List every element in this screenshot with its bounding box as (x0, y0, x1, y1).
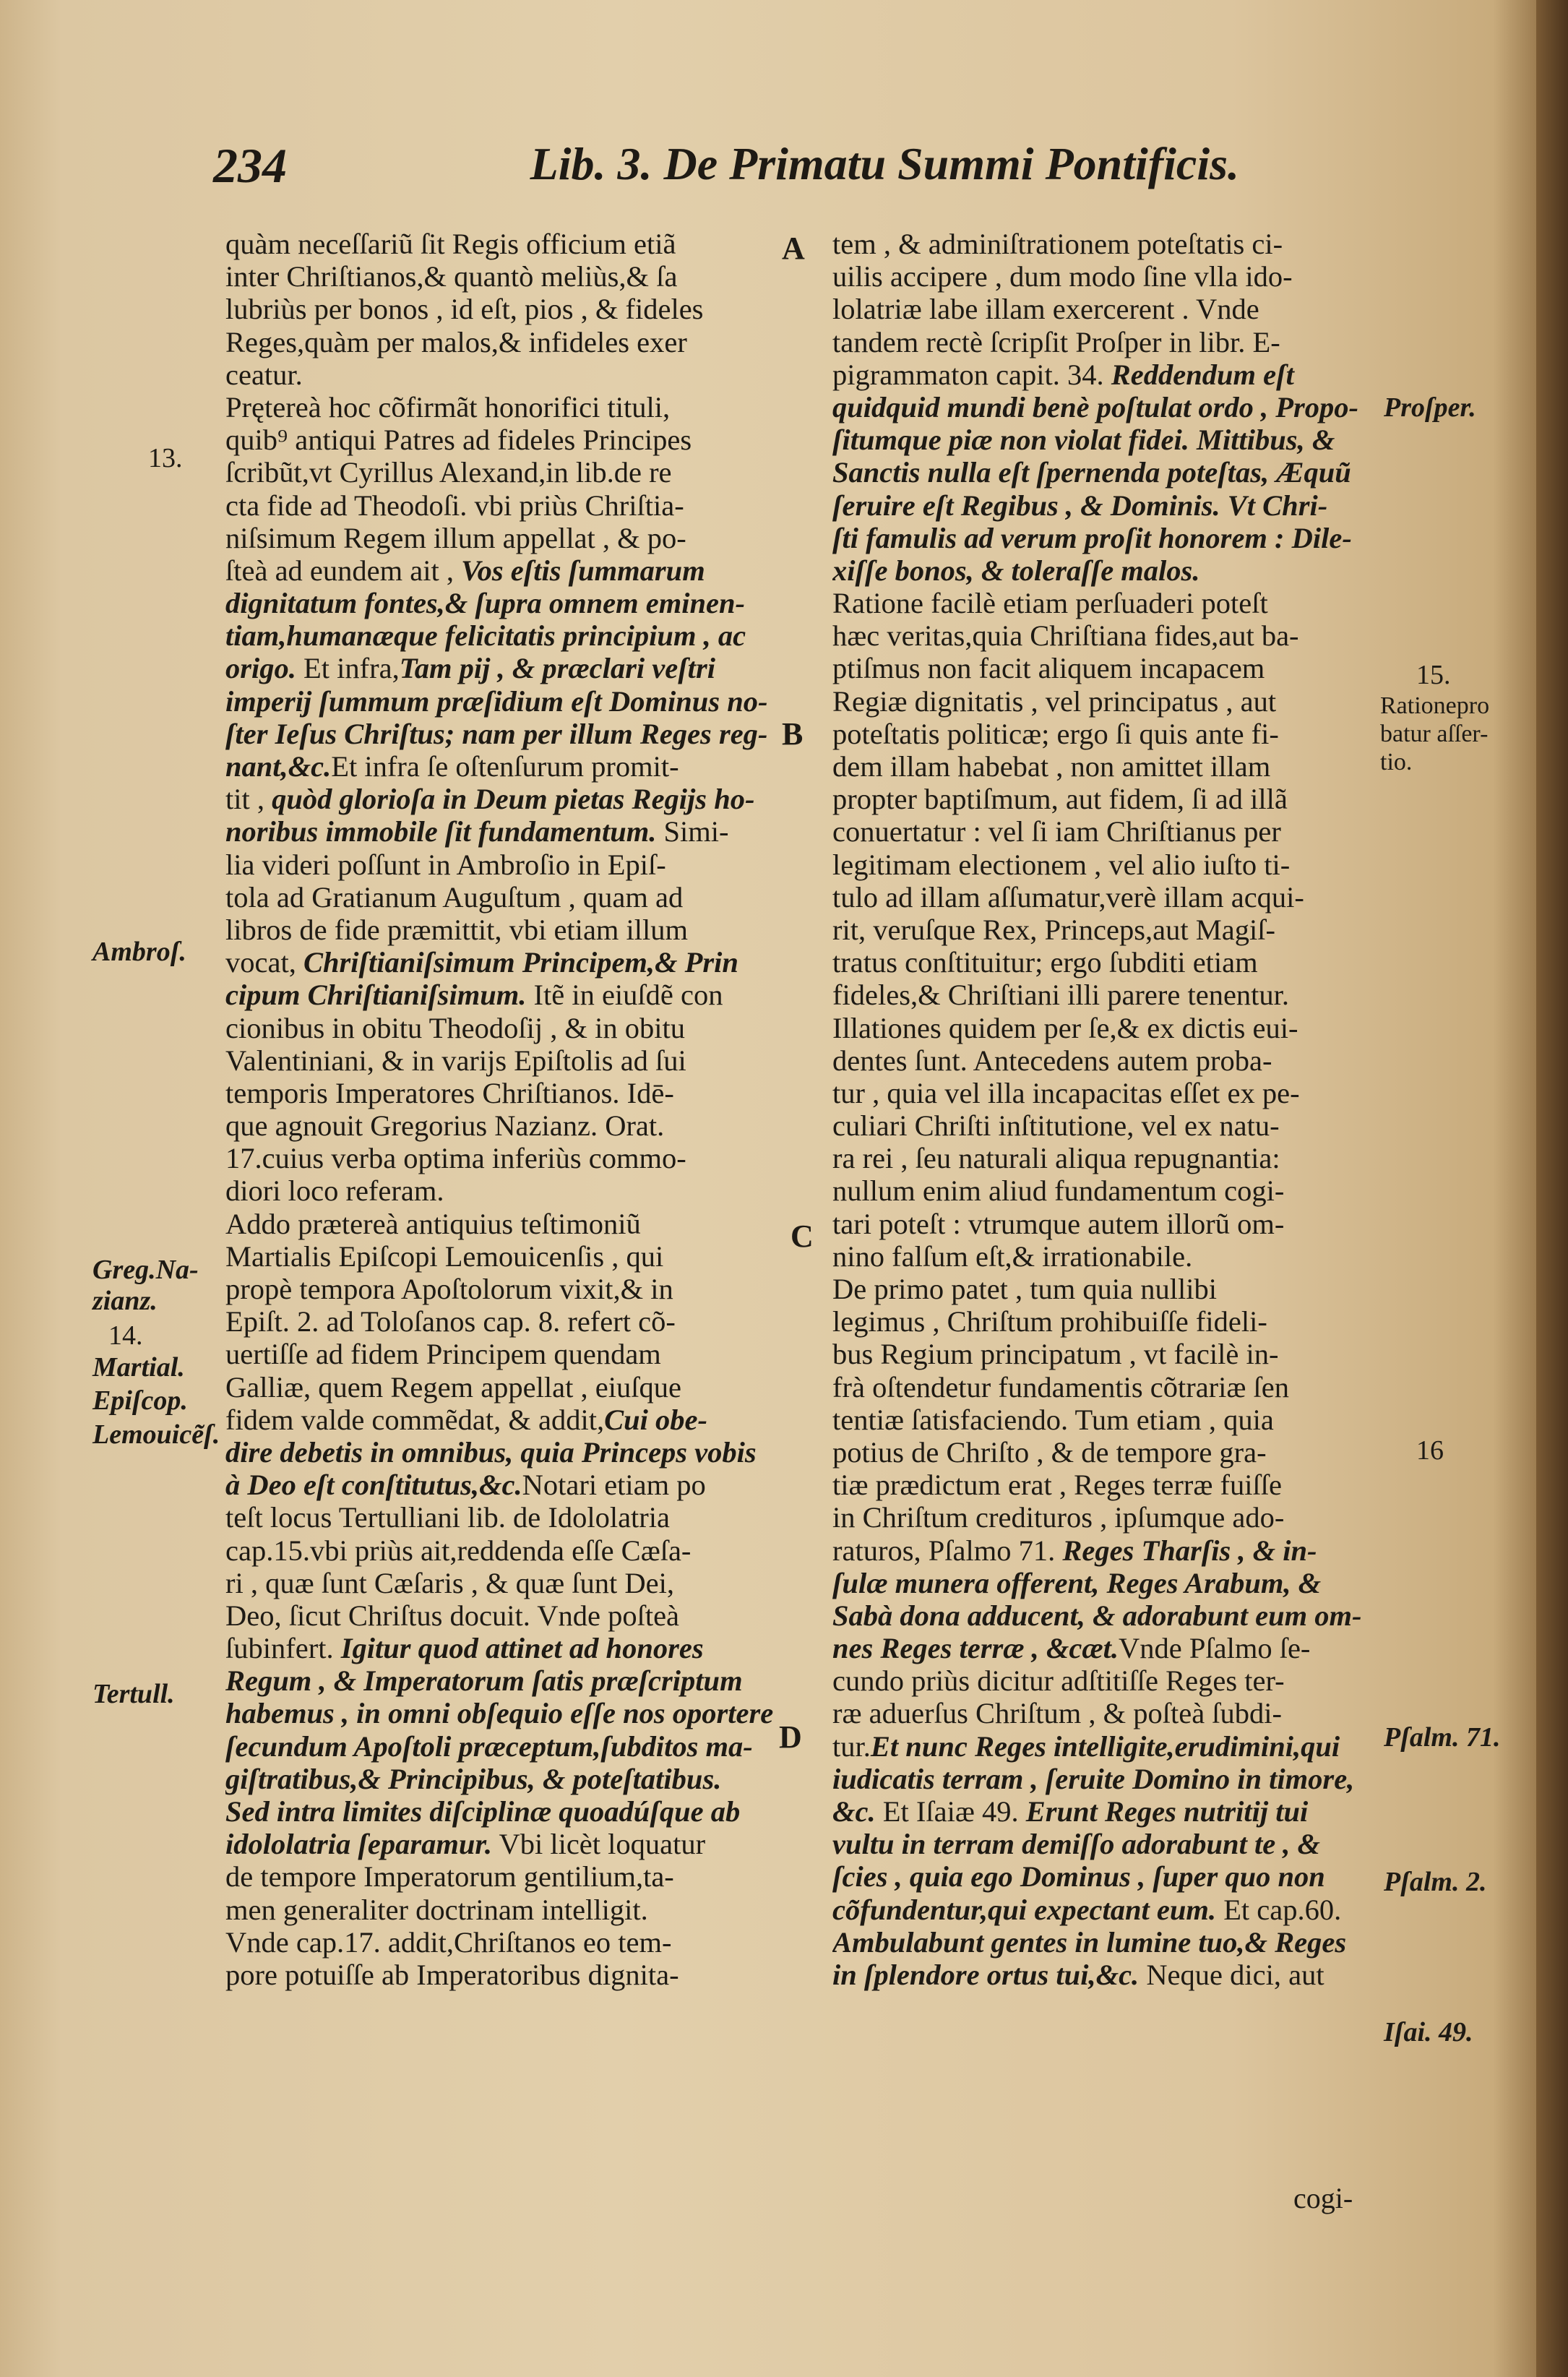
roman-run: nino falſum eſt,& irrationabile. (832, 1239, 1193, 1273)
roman-run: dem illam habebat , non amittet illam (832, 750, 1271, 783)
roman-run: Itẽ in eiuſdẽ con (526, 979, 723, 1012)
roman-run: ſcribũt,vt Cyrillus Alexand,in lib.de re (225, 456, 672, 489)
text-line (832, 326, 1382, 358)
roman-run: ræ aduerſus Chriſtum , & poſteà ſubdi- (832, 1697, 1283, 1730)
text-line (832, 1338, 1382, 1370)
italic-run: Igitur quod attinet ad honores (340, 1632, 704, 1665)
roman-run: Vnde cap.17. addit,Chriſtanos eo tem- (225, 1925, 672, 1959)
text-line (832, 424, 1382, 456)
roman-run: nullum enim aliud fundamentum cogi- (832, 1174, 1285, 1208)
text-line (225, 1240, 775, 1273)
roman-run: legimus , Chriſtum prohibuiſſe fideli- (832, 1305, 1267, 1338)
text-line (225, 914, 775, 946)
roman-run: ſubinfert. (225, 1632, 341, 1665)
roman-run: ſteà ad eundem ait , (225, 554, 462, 587)
text-line (832, 1828, 1382, 1860)
roman-run: poteſtatis politicæ; ergo ſi quis ante fi- (832, 717, 1279, 750)
roman-run: De primo patet , tum quia nullibi (832, 1273, 1218, 1305)
page-number: 234 (213, 138, 287, 193)
roman-run: cta fide ad Theodoſi. vbi priùs Chriſtia- (225, 489, 684, 522)
italic-run: ſcies , quia ego Dominus , ſuper quo non (832, 1860, 1325, 1894)
italic-run: Vos eſtis ſummarum (461, 554, 705, 587)
roman-run: pore potuiſſe ab Imperatoribus dignita- (225, 1958, 679, 1991)
text-line (832, 456, 1382, 489)
text-line (832, 1077, 1382, 1109)
right-text-column (832, 228, 1382, 1991)
italic-run: Sed intra limites diſciplinæ quoadúſque ab (225, 1795, 741, 1828)
text-line (832, 1894, 1382, 1926)
text-line (832, 1436, 1382, 1469)
roman-run: frà oſtendetur fundamentis cõtrariæ ſen (832, 1370, 1290, 1404)
margin-note-greg-1: Greg.Na- (92, 1255, 199, 1285)
roman-run: quàm neceſſariũ ſit Regis officium etiã (225, 228, 676, 260)
text-line (225, 1860, 775, 1893)
margin-note-episcop: Epiſcop. (92, 1385, 188, 1416)
text-line (832, 1926, 1382, 1959)
text-line (832, 1044, 1382, 1077)
page-header (213, 137, 1239, 202)
roman-run: Vnde Pſalmo ſe- (1118, 1632, 1311, 1665)
text-line (225, 1208, 775, 1240)
italic-run: Erunt Reges nutritij tui (1025, 1795, 1309, 1828)
text-line (832, 1240, 1382, 1273)
text-line (225, 946, 775, 979)
roman-run: niſsimum Regem illum appellat , & po- (225, 521, 686, 554)
roman-run: legitimam electionem , vel alio iuſto ti- (832, 848, 1291, 881)
roman-run: teſt locus Tertulliani lib. de Idololatria (225, 1501, 671, 1534)
roman-run: cap.15.vbi priùs ait,reddenda eſſe Cæſa- (225, 1534, 692, 1567)
section-letter-a: A (782, 231, 805, 266)
text-line (832, 391, 1382, 424)
roman-run: tit , (225, 783, 272, 816)
roman-run: Martialis Epiſcopi Lemouicenſis , qui (225, 1239, 664, 1273)
text-line (832, 489, 1382, 522)
roman-run: Ratione facilè etiam perſuaderi poteſt (832, 587, 1268, 620)
roman-run: tur. (832, 1729, 871, 1763)
roman-run: tentiæ ſatisfaciendo. Tum etiam , quia (832, 1403, 1274, 1436)
text-line (225, 848, 775, 881)
text-line (225, 1632, 775, 1664)
text-line (225, 522, 775, 554)
text-line (832, 881, 1382, 914)
roman-run: 17.cuius verba optima inferiùs commo- (225, 1142, 686, 1175)
text-line (225, 815, 775, 848)
margin-note-psalm71: Pſalm. 71. (1384, 1722, 1501, 1753)
roman-run: uilis accipere , dum modo ſine vlla ido- (832, 260, 1293, 293)
text-line (225, 326, 775, 358)
text-line (832, 293, 1382, 325)
margin-note-ratio-1: Rationepro (1380, 692, 1490, 719)
text-line (832, 1109, 1382, 1142)
roman-run: Et infra, (296, 652, 400, 685)
text-line (225, 1044, 775, 1077)
roman-run: tur , quia vel illa incapacitas eſſet ex pe- (832, 1076, 1300, 1109)
roman-run: Et infra ſe oſtenſurum promit- (331, 750, 679, 783)
text-line (832, 1273, 1382, 1305)
italic-run: ſulæ munera offerent, Reges Arabum, & (832, 1566, 1322, 1599)
roman-run: de tempore Imperatorum gentilium,ta- (225, 1860, 674, 1894)
margin-number-15: 15. (1416, 660, 1451, 690)
text-line (832, 1860, 1382, 1893)
roman-run: lubriùs per bonos , id eſt, pios , & fideles (225, 293, 704, 326)
italic-run: ſti famulis ad verum proſit honorem : Dile- (832, 521, 1352, 554)
italic-run: Sabà dona adducent, & adorabunt eum om- (832, 1599, 1362, 1632)
italic-run: à Deo eſt conſtitutus,&c. (225, 1469, 522, 1502)
section-letter-d: D (779, 1719, 802, 1755)
text-line (832, 685, 1382, 718)
roman-run: bus Regium principatum , vt facilè in- (832, 1338, 1279, 1371)
roman-run: rit, veruſque Rex, Princeps,aut Magiſ- (832, 913, 1275, 946)
roman-run: lia videri poſſunt in Ambroſio in Epiſ- (225, 848, 666, 881)
text-line (832, 652, 1382, 684)
roman-run: culiari Chriſti inſtitutione, vel ex natu- (832, 1109, 1280, 1143)
text-line (832, 914, 1382, 946)
text-line (832, 619, 1382, 652)
roman-run: cundo priùs dicitur adſtitiſſe Reges ter- (832, 1664, 1285, 1698)
text-line (225, 1273, 775, 1305)
italic-run: dignitatum fontes,& ſupra omnem eminen- (225, 587, 745, 620)
italic-run: origo. (225, 652, 296, 685)
text-line (832, 1208, 1382, 1240)
italic-run: quòd glorioſa in Deum pietas Regijs ho- (272, 783, 755, 816)
text-line (225, 1436, 775, 1469)
text-line (225, 1534, 775, 1567)
text-line (225, 1763, 775, 1795)
text-line (832, 1012, 1382, 1044)
roman-run: Prętereà hoc cõfirmãt honorifici tituli, (225, 390, 671, 424)
italic-run: ſitumque piæ non violat fidei. Mittibus, & (832, 424, 1335, 457)
roman-run: potius de Chriſto , & de tempore gra- (832, 1435, 1267, 1469)
roman-run: tandem rectè ſcripſit Proſper in libr. E- (832, 325, 1280, 358)
text-line (832, 718, 1382, 750)
text-line (225, 1697, 775, 1729)
text-line (832, 260, 1382, 293)
text-line (225, 1567, 775, 1599)
text-line (225, 718, 775, 750)
roman-run: uertiſſe ad fidem Principem quendam (225, 1338, 661, 1371)
text-line (832, 1730, 1382, 1763)
text-line (225, 1828, 775, 1860)
roman-run: hæc veritas,quia Chriſtiana fides,aut ba- (832, 619, 1299, 653)
text-line (225, 1012, 775, 1044)
roman-run: vocat, (225, 946, 303, 979)
italic-run: iudicatis terram , ſeruite Domino in timore, (832, 1762, 1355, 1795)
text-line (832, 1763, 1382, 1795)
text-line (832, 946, 1382, 979)
section-letter-c: C (791, 1218, 814, 1254)
text-line (225, 260, 775, 293)
roman-run: propè tempora Apoſtolorum vixit,& in (225, 1273, 673, 1305)
roman-run: ra rei , ſeu naturali aliqua repugnantia: (832, 1142, 1280, 1175)
running-title: Lib. 3. De Primatu Summi Pontificis. (530, 138, 1239, 189)
text-line (832, 750, 1382, 783)
roman-run: Et cap.60. (1216, 1893, 1342, 1926)
text-line (225, 456, 775, 489)
italic-run: habemus , in omni obſequio eſſe nos oportere (225, 1697, 774, 1730)
roman-run: Valentiniani, & in varijs Epiſtolis ad ſui (225, 1044, 686, 1077)
text-line (225, 1501, 775, 1534)
roman-run: tari poteſt : vtrumque autem illorũ om- (832, 1207, 1285, 1240)
text-line (225, 1109, 775, 1142)
italic-run: ſeruire eſt Regibus , & Dominis. Vt Chri- (832, 489, 1328, 522)
roman-run: Illationes quidem per ſe,& ex dictis eui- (832, 1011, 1298, 1044)
margin-note-martial: Martial. (92, 1352, 185, 1383)
section-letter-b: B (782, 716, 804, 752)
text-line (832, 1469, 1382, 1501)
text-line (832, 1632, 1382, 1664)
text-line (225, 587, 775, 619)
margin-number-16: 16 (1416, 1435, 1444, 1466)
roman-run: quib⁹ antiqui Patres ad fideles Principes (225, 424, 692, 457)
roman-run: libros de fide præmittit, vbi etiam illum (225, 913, 689, 946)
roman-run: ptiſmus non facit aliquem incapacem (832, 652, 1265, 685)
text-line (832, 587, 1382, 619)
roman-run: Galliæ, quem Regem appellat , eiuſque (225, 1370, 681, 1404)
margin-note-ambros: Ambroſ. (92, 937, 186, 967)
italic-run: in ſplendore ortus tui,&c. (832, 1958, 1140, 1991)
text-line (225, 881, 775, 914)
italic-run: nes Reges terræ , &cæt. (832, 1632, 1119, 1665)
italic-run: Cui obe- (604, 1403, 707, 1436)
italic-run: vultu in terram demiſſo adorabunt te , & (832, 1828, 1321, 1861)
text-line (225, 228, 775, 260)
text-line (225, 685, 775, 718)
roman-run: tola ad Gratianum Auguſtum , quam ad (225, 880, 684, 914)
italic-run: xiſſe bonos, & toleraſſe malos. (832, 554, 1200, 587)
text-line (225, 1077, 775, 1109)
italic-run: ſecundum Apoſtoli præceptum,ſubditos ma- (225, 1729, 753, 1763)
italic-run: cõfundentur,qui expectant eum. (832, 1893, 1217, 1926)
text-line (832, 1404, 1382, 1436)
margin-note-isai49: Iſai. 49. (1384, 2017, 1473, 2047)
roman-run: propter baptiſmum, aut fidem, ſi ad illã (832, 783, 1288, 816)
roman-run: tratus conſtituitur; ergo ſubditi etiam (832, 946, 1258, 979)
text-line (832, 554, 1382, 587)
roman-run: men generaliter doctrinam intelligit. (225, 1893, 648, 1926)
text-line (832, 1501, 1382, 1534)
roman-run: tulo ad illam aſſumatur,verè illam acqui- (832, 880, 1304, 914)
roman-run: Vbi licèt loquatur (492, 1828, 706, 1861)
italic-run: &c. (832, 1795, 876, 1828)
roman-run: diori loco referam. (225, 1174, 444, 1208)
text-line (832, 1534, 1382, 1567)
roman-run: cionibus in obitu Theodoſij , & in obitu (225, 1011, 685, 1044)
roman-run: ceatur. (225, 358, 303, 391)
margin-number-13: 13. (148, 443, 183, 473)
italic-run: Ambulabunt gentes in lumine tuo,& Reges (832, 1925, 1347, 1959)
roman-run: raturos, Pſalmo 71. (832, 1534, 1063, 1567)
roman-run: Et Iſaiæ 49. (875, 1795, 1026, 1828)
text-line (225, 1174, 775, 1207)
text-line (225, 424, 775, 456)
text-line (832, 1142, 1382, 1174)
text-line (832, 815, 1382, 848)
italic-run: tiam,humanæque felicitatis principium , ac (225, 619, 746, 653)
italic-run: Regum , & Imperatorum ſatis præſcriptum (225, 1664, 743, 1698)
text-line (832, 783, 1382, 815)
margin-note-greg-2: zianz. (92, 1286, 158, 1316)
text-line (225, 783, 775, 815)
italic-run: Sanctis nulla eſt ſpernenda poteſtas, Æquũ (832, 456, 1351, 489)
roman-run: lolatriæ labe illam exercerent . Vnde (832, 293, 1259, 326)
text-line (832, 1664, 1382, 1697)
text-line (225, 1664, 775, 1697)
roman-run: Deo, ſicut Chriſtus docuit. Vnde poſteà (225, 1599, 680, 1632)
margin-number-14: 14. (108, 1320, 143, 1351)
text-line (832, 848, 1382, 881)
roman-run: temporis Imperatores Chriſtianos. Idē- (225, 1076, 674, 1109)
text-line (832, 1174, 1382, 1207)
text-line (225, 1959, 775, 1991)
italic-run: Et nunc Reges intelligite,erudimini,qui (870, 1729, 1340, 1763)
roman-run: Notari etiam po (522, 1469, 706, 1502)
text-line (225, 1305, 775, 1338)
text-line (225, 358, 775, 391)
text-line (832, 1567, 1382, 1599)
italic-run: Chriſtianiſsimum Principem,& Prin (303, 946, 738, 979)
margin-note-ratio-3: tio. (1380, 749, 1413, 775)
text-line (225, 489, 775, 522)
roman-run: tiæ prædictum erat , Reges terræ fuiſſe (832, 1469, 1282, 1502)
roman-run: dentes ſunt. Antecedens autem proba- (832, 1044, 1272, 1077)
italic-run: ſter Ieſus Chriſtus; nam per illum Reges reg- (225, 717, 768, 750)
roman-run: Epiſt. 2. ad Toloſanos cap. 8. refert cõ- (225, 1305, 676, 1338)
text-line (832, 1371, 1382, 1404)
text-line (225, 1730, 775, 1763)
text-line (225, 391, 775, 424)
text-line (832, 1697, 1382, 1729)
text-line (225, 1795, 775, 1828)
roman-run: Reges,quàm per malos,& infideles exer (225, 325, 687, 358)
margin-note-ratio-2: batur aſſer- (1380, 721, 1489, 747)
roman-run: Neque dici, aut (1139, 1958, 1324, 1991)
text-line (832, 1959, 1382, 1991)
roman-run: fidem valde commẽdat, & addit, (225, 1403, 605, 1436)
roman-run: Regiæ dignitatis , vel principatus , aut (832, 684, 1277, 718)
text-line (832, 1305, 1382, 1338)
text-line (225, 1926, 775, 1959)
text-line (225, 1599, 775, 1632)
text-line (225, 750, 775, 783)
text-line (832, 358, 1382, 391)
italic-run: cipum Chriſtianiſsimum. (225, 979, 527, 1012)
italic-run: imperij ſummum præſidium eſt Dominus no- (225, 684, 768, 718)
roman-run: Addo prætereà antiquius teſtimoniũ (225, 1207, 641, 1240)
roman-run: inter Chriſtianos,& quantò meliùs,& ſa (225, 260, 678, 293)
page-binding-edge (1536, 0, 1568, 2377)
italic-run: giſtratibus,& Principibus, & poteſtatibus. (225, 1762, 722, 1795)
text-line (225, 619, 775, 652)
margin-note-psalm2: Pſalm. 2. (1384, 1867, 1487, 1897)
roman-run: tem , & adminiſtrationem poteſtatis ci- (832, 228, 1283, 260)
roman-run: fideles,& Chriſtiani illi parere tenentur. (832, 979, 1290, 1012)
roman-run: que agnouit Gregorius Nazianz. Orat. (225, 1109, 665, 1143)
roman-run: Simi- (656, 815, 729, 848)
text-line (225, 652, 775, 684)
roman-run: in Chriſtum credituros , ipſumque ado- (832, 1501, 1285, 1534)
text-line (225, 1894, 775, 1926)
left-text-column (225, 228, 775, 1991)
margin-note-prosper: Proſper. (1384, 392, 1476, 423)
roman-run: ri , quæ ſunt Cæſaris , & quæ ſunt Dei, (225, 1566, 675, 1599)
roman-run: conuertatur : vel ſi iam Chriſtianus per (832, 815, 1281, 848)
italic-run: quidquid mundi benè poſtulat ordo , Propo- (832, 390, 1358, 424)
italic-run: Tam pij , & præclari veſtri (399, 652, 715, 685)
italic-run: nant,&c. (225, 750, 332, 783)
italic-run: dire debetis in omnibus, quia Princeps vobis (225, 1435, 757, 1469)
text-line (225, 1469, 775, 1501)
text-line (225, 979, 775, 1011)
text-line (832, 1599, 1382, 1632)
text-line (225, 1404, 775, 1436)
italic-run: noribus immobile ſit fundamentum. (225, 815, 657, 848)
text-line (225, 1338, 775, 1370)
roman-run: pigrammaton capit. 34. (832, 358, 1111, 391)
margin-note-tertull: Tertull. (92, 1679, 175, 1709)
italic-run: idololatria ſeparamur. (225, 1828, 493, 1861)
text-line (225, 293, 775, 325)
text-line (225, 1142, 775, 1174)
italic-run: Reges Tharſis , & in- (1062, 1534, 1317, 1567)
text-line (832, 522, 1382, 554)
italic-run: Reddendum eſt (1111, 358, 1294, 391)
text-line (832, 228, 1382, 260)
text-line (832, 1795, 1382, 1828)
text-line (832, 979, 1382, 1011)
catchword: cogi- (1293, 2182, 1353, 2214)
margin-note-lemouic: Lemouicẽſ. (92, 1419, 220, 1450)
text-line (225, 554, 775, 587)
text-line (225, 1371, 775, 1404)
